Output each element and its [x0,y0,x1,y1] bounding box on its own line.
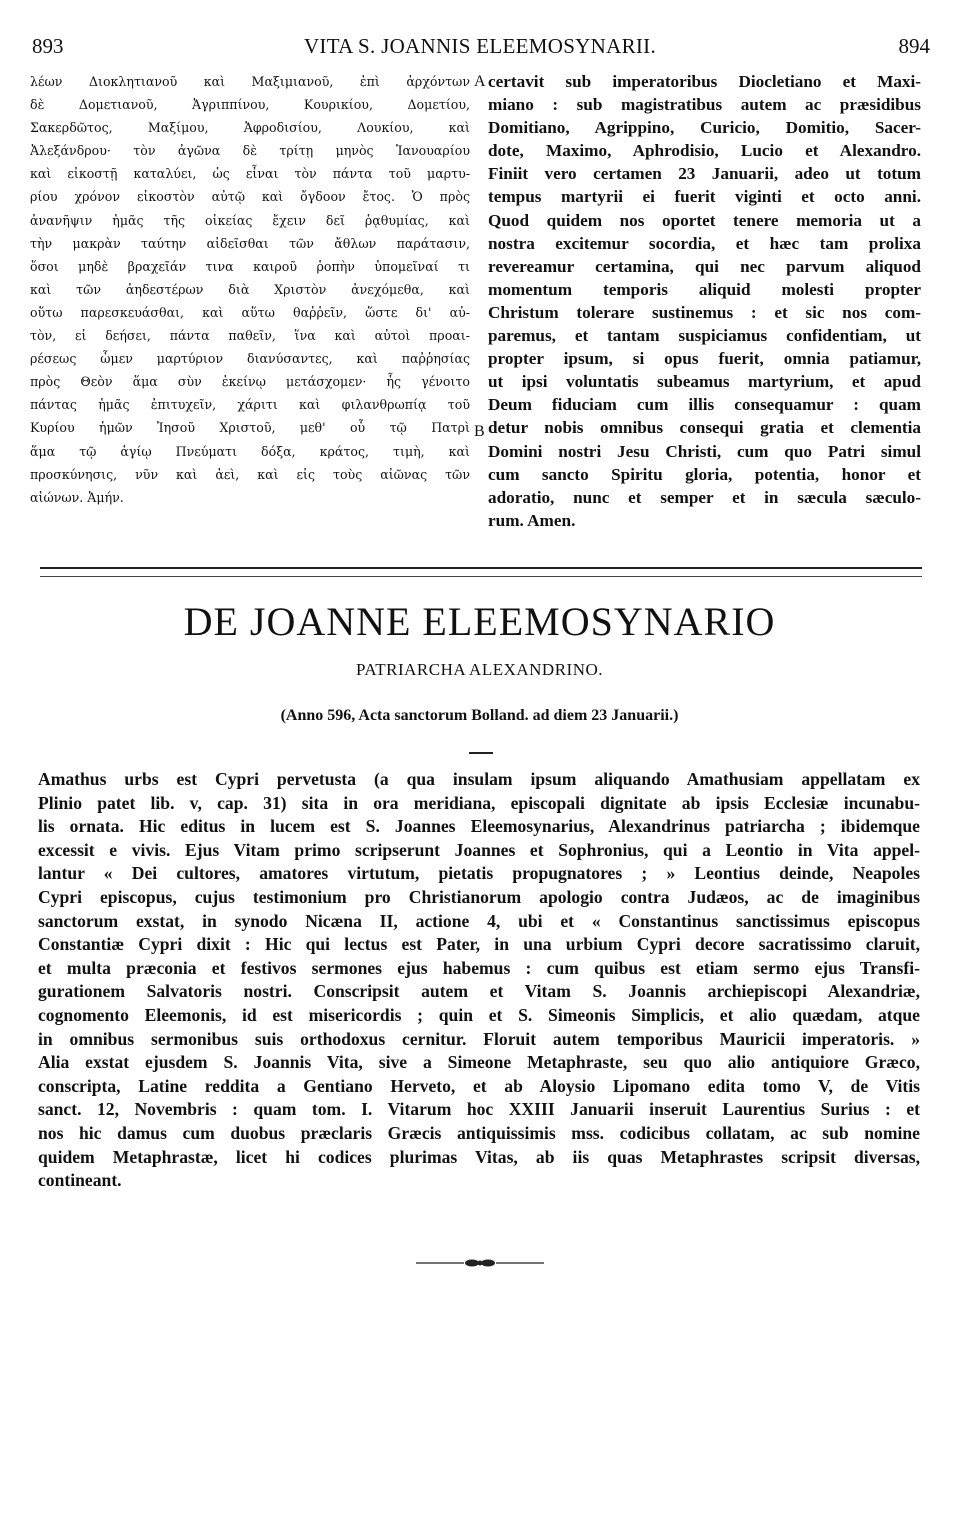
latin-text-line: cum sancto Spiritu gloria, potentia, honor et [488,464,921,484]
body-text-line: quidem Metaphrastæ, licet hi codices plurimas Vitas, ab iis quas Metaphrastes scripsit diversas, [38,1146,920,1167]
short-rule [469,752,493,754]
latin-text-line: detur nobis omnibus consequi gratia et clementia [488,418,921,438]
greek-text-line: ρέσεως ὦμεν μαρτύριον διανύσαντες, καὶ παῤῥησίας [30,351,470,367]
body-text-line: sanctorum exstat, in synodo Nicæna II, actione 4, ubi et « Constantinus sanctissimus episcopus [38,910,920,931]
running-header [30,34,930,62]
latin-text-line: miano : sub magistratibus autem ac præsidibus [488,95,921,115]
greek-text-line: ρίου χρόνον εἰκοστὸν αὐτῷ καὶ ὄγδοον ἔτος. Ὁ πρὸς [30,189,470,205]
greek-text-line: ὅσοι μηδὲ βραχεῖάν τινα καιροῦ ῥοπὴν ὑπομεῖναί τι [30,258,470,274]
end-ornament-icon [412,1257,548,1269]
greek-text-line: πάντας ἡμᾶς ἐπιτυχεῖν, χάριτι καὶ φιλανθρωπίᾳ τοῦ [30,397,470,413]
latin-column [488,70,921,532]
greek-text-line: αἰώνων. Ἀμήν. [30,489,124,505]
latin-text-line: paremus, et tantam suspiciamus confidentiam, ut [488,326,921,346]
body-text-line: in omnibus sermonibus suis orthodoxus cernitur. Floruit autem temporibus Mauricii imperatoris. » [38,1028,920,1049]
latin-text-line: propter ipsum, si opus fuerit, omnia patiamur, [488,349,921,369]
greek-text-line: Κυρίου ἡμῶν Ἰησοῦ Χριστοῦ, μεθ' οὗ τῷ Πατρὶ [30,420,470,436]
latin-text-line: adoratio, nunc et semper et in sæcula sæculo- [488,487,921,507]
latin-text-line: Domini nostri Jesu Christi, cum quo Patri simul [488,441,921,461]
latin-text-line: certavit sub imperatoribus Diocletiano et Maxi- [488,72,921,91]
greek-text-line: καὶ εἰκοστῇ καταλύει, ὡς εἶναι τὸν πάντα τοῦ μαρτυ- [30,166,470,182]
section-title: DE JOANNE ELEEMOSYNARIO [183,599,776,644]
body-text-line: gurationem Salvatoris nostri. Conscripsit autem et Vitam S. Joannis archiepiscopi Alexandriæ, [38,981,920,1002]
greek-text-line: τὴν μακρὰν ταύτην αἰδεῖσθαι τῶν ἄθλων παράτασιν, [30,235,470,251]
margin-letter-b: B [474,423,485,440]
page-number-left: 893 [32,34,64,58]
body-text-line: et multa præconia et festivos sermones ejus habemus : cum quibus est etiam sermo ejus Transfi- [38,957,920,978]
body-text-line: nos hic damus cum duobus præclaris Græcis antiquissimis mss. codicibus collatam, ac sub nomine [38,1122,920,1143]
greek-text-line: οὕτω παρεσκευάσθαι, καὶ αὕτω θαῤῥεῖν, ὥστε δι' αὐ- [30,304,470,320]
latin-text-line: Deum fiduciam cum illis consequamur : quam [488,395,921,415]
latin-text-line: revereamur certamina, qui nec parvum aliquod [488,256,921,276]
body-text-line: Alia exstat ejusdem S. Joannis Vita, sive a Simeone Metaphraste, seu quo alio antiquiore Græco, [38,1052,920,1073]
latin-text-line: Finiit vero certamen 23 Januarii, adeo ut totum [488,164,921,184]
latin-text-line: nostra excitemur socordia, et hæc tam prolixa [488,233,921,253]
latin-text-line: Christum tolerare sustinemus : et sic nos com- [488,302,921,322]
body-text-line: excessit e vivis. Ejus Vitam primo scripserunt Joannes et Sophronius, qui a Leontio in Vita appel- [38,839,920,860]
greek-text-line: Σακερδῶτος, Μαξίμου, Ἀφροδισίου, Λουκίου, καὶ [30,120,470,136]
section-subtitle: PATRIARCHA ALEXANDRINO. [355,660,603,679]
running-title: VITA S. JOANNIS ELEEMOSYNARII. [303,34,657,58]
page-number-right: 894 [898,34,930,58]
body-text-line: sanct. 12, Novembris : quam tom. I. Vitarum hoc XXIII Januarii inseruit Laurentius Surius : et [38,1099,920,1120]
body-text-line: Cypri episcopus, cujus testimonium pro Christianorum apologio contra Judæos, ac de imaginibus [38,886,920,907]
body-text-line: conscripta, Latine reddita a Gentiano Herveto, et ab Aloysio Lipomano edita tomo V, de Vitis [38,1075,920,1096]
greek-text-line: πρὸς Θεὸν ἅμα σὺν ἐκείνῳ μετάσχομεν· ἧς γένοιτο [30,374,470,390]
greek-column [30,70,470,509]
body-text-line: Plinio patet lib. v, cap. 31) sita in ora meridiana, episcopali dignitate ab ipsis Ecclesiæ incunabu- [38,792,920,813]
greek-text-line: Ἀλεξάνδρου· τὸν ἀγῶνα δὲ τρίτῃ μηνὸς Ἰανουαρίου [30,143,470,159]
body-text-line: cognomento Eleemonis, id est misericordis ; quin et S. Simeonis Simplicis, et alio quædam, atque [38,1004,920,1025]
latin-text-line: tempus martyrii ei fuerit viginti et octo anni. [488,187,921,207]
latin-text-line: ut ipsi voluntatis subeamus martyrium, et apud [488,372,921,392]
greek-text-line: ἅμα τῷ ἁγίῳ Πνεύματι δόξα, κράτος, τιμὴ, καὶ [30,443,470,459]
latin-text-line: dote, Maximo, Aphrodisio, Lucio et Alexandro. [488,141,921,161]
body-text-line: contineant. [38,1170,122,1191]
body-text-line: Constantiæ Cypri dixit : Hic qui lectus est Pater, in una urbium Cypri decore sacratissimo claruit, [38,934,920,955]
body-text-line: lis ornata. Hic editus in lucem est S. Joannes Eleemosynarius, Alexandrinus patriarcha ; ibidemque [38,816,920,837]
greek-text-line: προσκύνησις, νῦν καὶ ἀεὶ, καὶ εἰς τοὺς αἰῶνας τῶν [30,466,470,482]
greek-text-line: λέων Διοκλητιανοῦ καὶ Μαξιμιανοῦ, ἐπὶ ἀρχόντων [30,74,470,89]
latin-text-line: momentum temporis aliquid molesti propter [488,279,921,299]
greek-text-line: δὲ Δομετιανοῦ, Ἀγριππίνου, Κουρικίου, Δομετίου, [30,97,470,113]
body-text-line: lantur « Dei cultores, amatores virtutum, pietatis propugnatores ; » Leontius deinde, Neapoles [38,863,920,884]
body-paragraph [38,768,920,1193]
greek-text-line: τὸν, εἰ δεήσει, πάντα παθεῖν, ἵνα καὶ αὐτοὶ προαι- [30,328,470,344]
section-separator-rule [40,567,922,577]
section-source-note: (Anno 596, Acta sanctorum Bolland. ad diem 23 Januarii.) [280,707,679,724]
greek-text-line: ἀνανῆψιν ἡμᾶς τῆς οἰκείας ἔχειν δεῖ ῥᾳθυμίας, καὶ [30,212,470,228]
body-text-line: Amathus urbs est Cypri pervetusta (a qua insulam ipsum aliquando Amathusiam appellatam ex [38,769,920,789]
latin-text-line: Quod quidem nos oportet tenere memoria ut a [488,210,921,230]
latin-text-line: Domitiano, Agrippino, Curicio, Domitio, Sacer- [488,118,921,138]
greek-text-line: καὶ τῶν ἀηδεστέρων διὰ Χριστὸν ἀνεχόμεθα, καὶ [30,281,470,297]
margin-letter-a: A [474,73,486,90]
latin-text-line: rum. Amen. [488,510,576,530]
